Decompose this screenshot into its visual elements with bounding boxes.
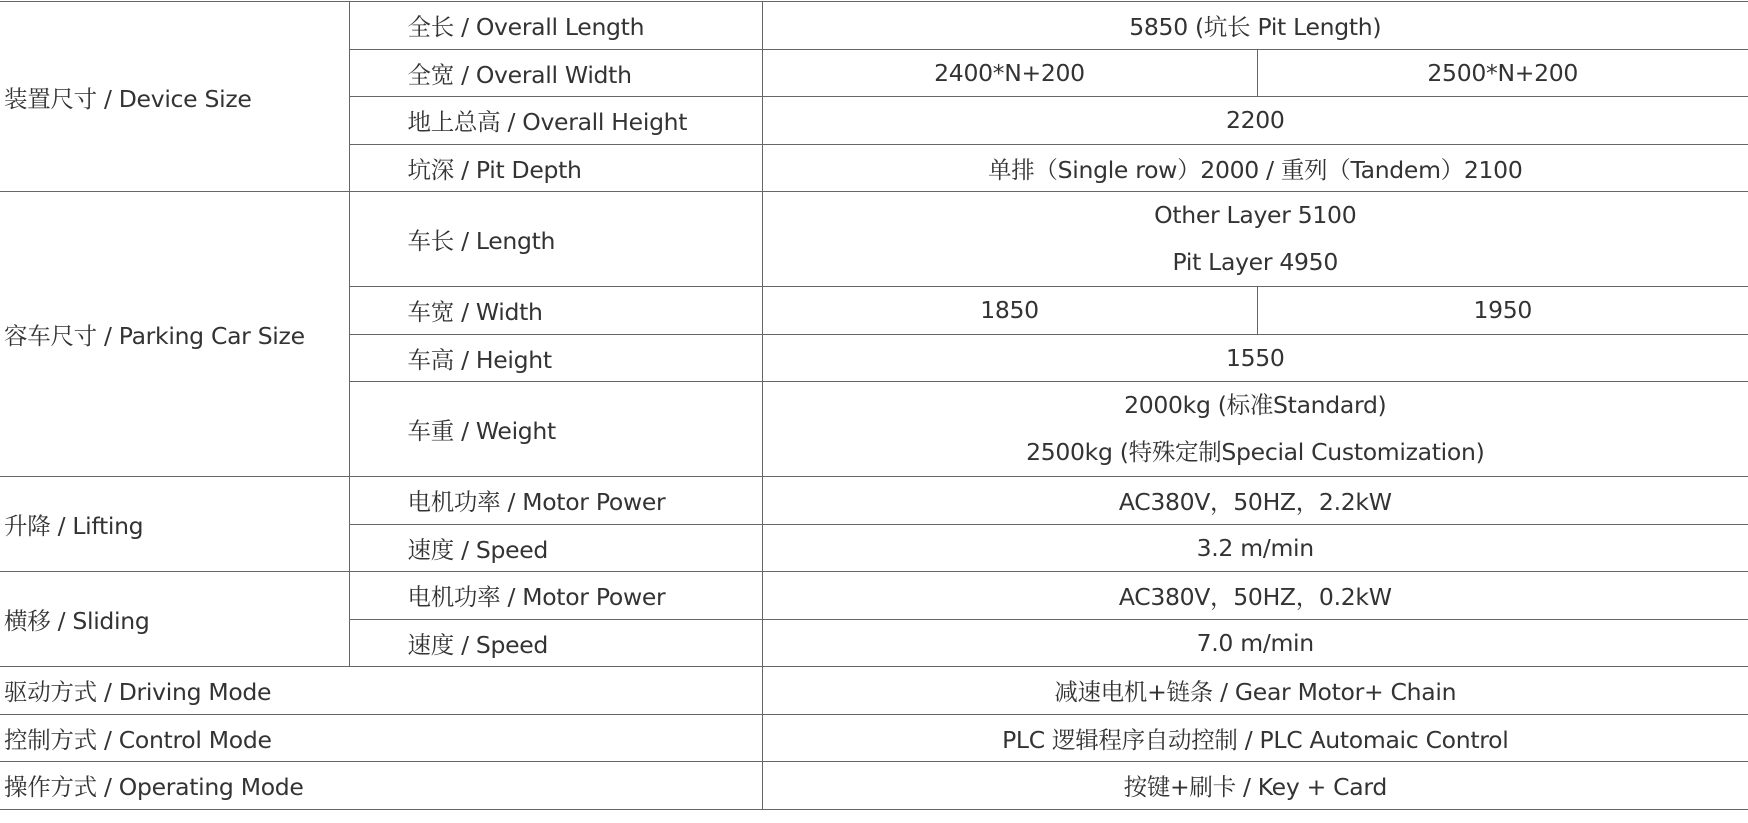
table-row — [0, 2, 1748, 50]
value-lifting-speed: 3.2 m/min — [762, 524, 1748, 572]
value-length-line2: Pit Layer 4950 — [1172, 248, 1338, 276]
table-row — [0, 192, 1748, 287]
value-weight-line2: 2500kg (特殊定制Special Customization) — [1026, 438, 1485, 466]
value-overall-width-b: 2500*N+200 — [1257, 49, 1748, 97]
param-weight: 车重 / Weight — [349, 382, 762, 477]
table-row — [0, 477, 1748, 525]
value-overall-width-a: 2400*N+200 — [762, 49, 1257, 97]
param-sliding-motor-power: 电机功率 / Motor Power — [349, 572, 762, 620]
category-parking-car-size: 容车尺寸 / Parking Car Size — [0, 192, 349, 477]
value-weight — [762, 382, 1748, 477]
spec-table — [0, 1, 1748, 810]
value-overall-height: 2200 — [762, 97, 1748, 145]
value-sliding-speed: 7.0 m/min — [762, 619, 1748, 667]
value-length — [762, 192, 1748, 287]
param-overall-length: 全长 / Overall Length — [349, 2, 762, 50]
param-width: 车宽 / Width — [349, 287, 762, 335]
param-overall-width: 全宽 / Overall Width — [349, 49, 762, 97]
table-row — [0, 572, 1748, 620]
value-width-a: 1850 — [762, 287, 1257, 335]
value-lifting-motor-power: AC380V，50HZ，2.2kW — [762, 477, 1748, 525]
value-sliding-motor-power: AC380V，50HZ，0.2kW — [762, 572, 1748, 620]
param-height: 车高 / Height — [349, 334, 762, 382]
param-lifting-motor-power: 电机功率 / Motor Power — [349, 477, 762, 525]
value-length-line1: Other Layer 5100 — [1154, 201, 1357, 229]
table-row — [0, 762, 1748, 810]
value-operating-mode: 按键+刷卡 / Key + Card — [762, 762, 1748, 810]
category-device-size: 装置尺寸 / Device Size — [0, 2, 349, 192]
value-driving-mode: 减速电机+链条 / Gear Motor+ Chain — [762, 667, 1748, 715]
table-row — [0, 714, 1748, 762]
param-sliding-speed: 速度 / Speed — [349, 619, 762, 667]
param-overall-height: 地上总高 / Overall Height — [349, 97, 762, 145]
value-weight-line1: 2000kg (标准Standard) — [1124, 391, 1387, 419]
category-lifting: 升降 / Lifting — [0, 477, 349, 572]
value-height: 1550 — [762, 334, 1748, 382]
table-row — [0, 667, 1748, 715]
value-overall-length: 5850 (坑长 Pit Length) — [762, 2, 1748, 50]
value-control-mode: PLC 逻辑程序自动控制 / PLC Automaic Control — [762, 714, 1748, 762]
param-operating-mode: 操作方式 / Operating Mode — [0, 762, 762, 810]
value-pit-depth: 单排（Single row）2000 / 重列（Tandem）2100 — [762, 144, 1748, 192]
param-driving-mode: 驱动方式 / Driving Mode — [0, 667, 762, 715]
param-control-mode: 控制方式 / Control Mode — [0, 714, 762, 762]
param-pit-depth: 坑深 / Pit Depth — [349, 144, 762, 192]
param-lifting-speed: 速度 / Speed — [349, 524, 762, 572]
param-length: 车长 / Length — [349, 192, 762, 287]
category-sliding: 横移 / Sliding — [0, 572, 349, 667]
value-width-b: 1950 — [1257, 287, 1748, 335]
